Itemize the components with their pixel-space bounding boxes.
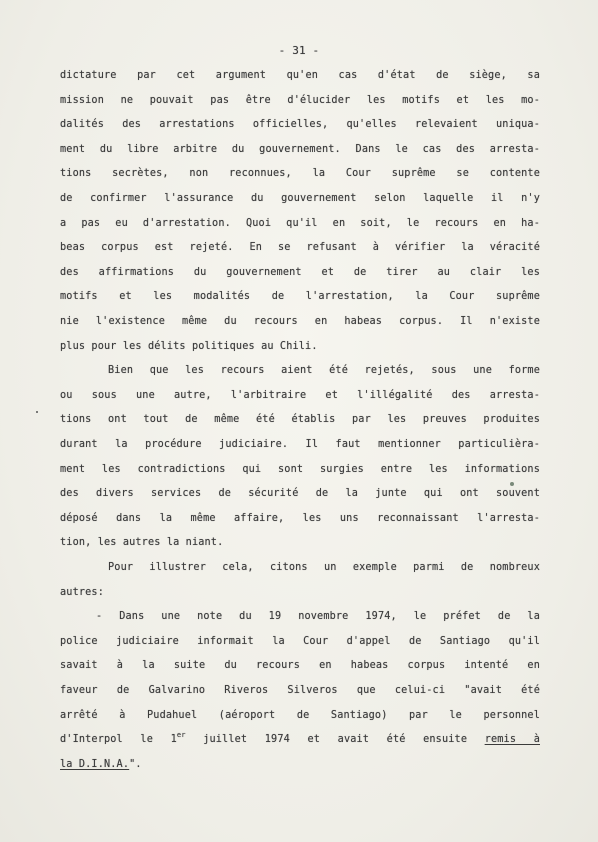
text-line: des affirmations du gouvernement et de tirer au clair les [60, 266, 540, 278]
text-line: Pour illustrer cela, citons un exemple parmi de nombreux [108, 562, 540, 573]
text-line: ment les contradictions qui sont surgies entre les informations [60, 463, 540, 475]
text-line: ou sous une autre, l'arbitraire et l'illégalité des arresta- [60, 389, 540, 401]
text-line: plus pour les délits politiques au Chili. [60, 340, 318, 352]
text-line: dictature par cet argument qu'en cas d'état de siège, sa [60, 70, 540, 81]
text-line: nie l'existence même du recours en habeas corpus. Il n'existe [60, 316, 540, 327]
page-number: - 31 - [278, 44, 320, 57]
text-line: mission ne pouvait pas être d'élucider les motifs et les mo- [60, 94, 540, 106]
text-line: dalités des arrestations officielles, qu'elles relevaient uniqua- [60, 119, 540, 131]
paper-speck [36, 411, 38, 413]
text-line: a pas eu d'arrestation. Quoi qu'il en soit, le recours en ha- [60, 217, 540, 229]
text-line: tions secrètes, non reconnues, la Cour suprême se contente [60, 168, 540, 180]
text-segment: d'Interpol le 1 [60, 734, 177, 746]
text-line [60, 753, 540, 777]
underlined-text: remis à [484, 734, 540, 746]
text-line: beas corpus est rejeté. En se refusant à vérifier la véracité [60, 242, 540, 254]
text-segment: juillet 1974 et avait été ensuite [185, 734, 485, 746]
text-line: savait à la suite du recours en habeas corpus intenté en [60, 660, 540, 672]
text-line [60, 728, 540, 752]
text-line: tions ont tout de même été établis par les preuves produites [60, 414, 540, 426]
text-line: faveur de Galvarino Riveros Silveros que celui-ci "avait été [60, 685, 540, 696]
text-line: de confirmer l'assurance du gouvernement selon laquelle il n'y [60, 193, 540, 204]
text-line: des divers services de sécurité de la junte qui ont souvent [60, 488, 540, 500]
text-line: arrêté à Pudahuel (aéroport de Santiago) par le personnel [60, 709, 540, 721]
text-line: motifs et les modalités de l'arrestation, la Cour suprême [60, 291, 540, 303]
text-line: - Dans une note du 19 novembre 1974, le préfet de la [96, 611, 540, 623]
text-line: déposé dans la même affaire, les uns reconnaissant l'arresta- [60, 512, 540, 524]
text-line: police judiciaire informait la Cour d'appel de Santiago qu'il [60, 635, 540, 647]
text-line: durant la procédure judiciaire. Il faut mentionner particulièra- [60, 439, 540, 450]
text-line: ment du libre arbitre du gouvernement. Dans le cas des arresta- [60, 143, 540, 155]
text-line: Bien que les recours aient été rejetés, sous une forme [108, 365, 540, 377]
superscript: er [176, 731, 186, 740]
text-segment: ". [129, 758, 142, 770]
text-line: tion, les autres la niant. [60, 537, 224, 549]
underlined-text: la D.I.N.A. [60, 758, 130, 770]
text-line: autres: [60, 586, 104, 598]
paper-speck [510, 482, 514, 486]
